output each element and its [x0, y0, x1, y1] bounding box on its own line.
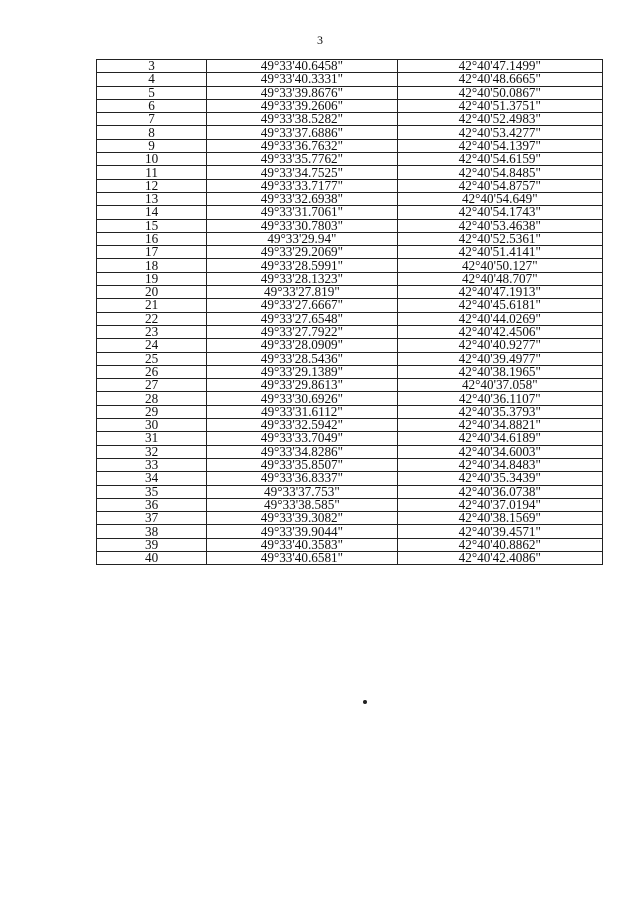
latitude-cell: 49°33'35.8507" [207, 458, 397, 471]
point-number-cell: 34 [97, 472, 207, 485]
longitude-cell: 42°40'35.3439" [397, 472, 602, 485]
latitude-cell: 49°33'33.7177" [207, 179, 397, 192]
longitude-cell: 42°40'34.8483" [397, 458, 602, 471]
longitude-cell: 42°40'51.3751" [397, 99, 602, 112]
point-number-cell: 23 [97, 325, 207, 338]
point-number-cell: 8 [97, 126, 207, 139]
latitude-cell: 49°33'40.6581" [207, 551, 397, 564]
latitude-cell: 49°33'33.7049" [207, 432, 397, 445]
latitude-cell: 49°33'35.7762" [207, 153, 397, 166]
latitude-cell: 49°33'36.8337" [207, 472, 397, 485]
point-number-cell: 20 [97, 286, 207, 299]
table-row [97, 166, 603, 179]
point-number-cell: 10 [97, 153, 207, 166]
latitude-cell: 49°33'37.6886" [207, 126, 397, 139]
table-row [97, 538, 603, 551]
longitude-cell: 42°40'42.4506" [397, 325, 602, 338]
table-row [97, 419, 603, 432]
point-number-cell: 37 [97, 512, 207, 525]
coordinates-table-body [97, 60, 603, 565]
longitude-cell: 42°40'44.0269" [397, 312, 602, 325]
latitude-cell: 49°33'28.5991" [207, 259, 397, 272]
latitude-cell: 49°33'30.6926" [207, 392, 397, 405]
longitude-cell: 42°40'39.4571" [397, 525, 602, 538]
point-number-cell: 32 [97, 445, 207, 458]
point-number-cell: 40 [97, 551, 207, 564]
longitude-cell: 42°40'42.4086" [397, 551, 602, 564]
page-number: 3 [317, 33, 323, 47]
point-number-cell: 27 [97, 379, 207, 392]
point-number-cell: 14 [97, 206, 207, 219]
latitude-cell: 49°33'34.8286" [207, 445, 397, 458]
point-number-cell: 9 [97, 139, 207, 152]
longitude-cell: 42°40'38.1965" [397, 365, 602, 378]
longitude-cell: 42°40'34.6003" [397, 445, 602, 458]
longitude-cell: 42°40'34.6189" [397, 432, 602, 445]
point-number-cell: 28 [97, 392, 207, 405]
longitude-cell: 42°40'34.8821" [397, 419, 602, 432]
latitude-cell: 49°33'34.7525" [207, 166, 397, 179]
table-row [97, 272, 603, 285]
point-number-cell: 31 [97, 432, 207, 445]
latitude-cell: 49°33'38.585" [207, 498, 397, 511]
table-row [97, 392, 603, 405]
latitude-cell: 49°33'40.3331" [207, 73, 397, 86]
table-row [97, 259, 603, 272]
table-row [97, 312, 603, 325]
point-number-cell: 21 [97, 299, 207, 312]
point-number-cell: 6 [97, 99, 207, 112]
point-number-cell: 39 [97, 538, 207, 551]
latitude-cell: 49°33'29.1389" [207, 365, 397, 378]
table-row [97, 86, 603, 99]
latitude-cell: 49°33'27.7922" [207, 325, 397, 338]
latitude-cell: 49°33'27.6667" [207, 299, 397, 312]
table-row [97, 219, 603, 232]
longitude-cell: 42°40'36.0738" [397, 485, 602, 498]
longitude-cell: 42°40'53.4638" [397, 219, 602, 232]
table-row [97, 206, 603, 219]
longitude-cell: 42°40'37.058" [397, 379, 602, 392]
latitude-cell: 49°33'40.6458" [207, 60, 397, 73]
table-row [97, 512, 603, 525]
longitude-cell: 42°40'37.0194" [397, 498, 602, 511]
longitude-cell: 42°40'54.6159" [397, 153, 602, 166]
latitude-cell: 49°33'38.5282" [207, 113, 397, 126]
table-row [97, 525, 603, 538]
coordinates-table [96, 59, 603, 565]
table-row [97, 179, 603, 192]
point-number-cell: 29 [97, 405, 207, 418]
table-row [97, 498, 603, 511]
table-row [97, 113, 603, 126]
table-row [97, 126, 603, 139]
point-number-cell: 12 [97, 179, 207, 192]
table-row [97, 73, 603, 86]
latitude-cell: 49°33'39.2606" [207, 99, 397, 112]
longitude-cell: 42°40'47.1913" [397, 286, 602, 299]
point-number-cell: 15 [97, 219, 207, 232]
latitude-cell: 49°33'28.0909" [207, 339, 397, 352]
latitude-cell: 49°33'31.7061" [207, 206, 397, 219]
longitude-cell: 42°40'40.9277" [397, 339, 602, 352]
longitude-cell: 42°40'48.707" [397, 272, 602, 285]
point-number-cell: 30 [97, 419, 207, 432]
latitude-cell: 49°33'37.753" [207, 485, 397, 498]
table-row [97, 365, 603, 378]
table-row [97, 325, 603, 338]
point-number-cell: 3 [97, 60, 207, 73]
point-number-cell: 35 [97, 485, 207, 498]
longitude-cell: 42°40'47.1499" [397, 60, 602, 73]
latitude-cell: 49°33'30.7803" [207, 219, 397, 232]
point-number-cell: 17 [97, 246, 207, 259]
latitude-cell: 49°33'31.6112" [207, 405, 397, 418]
table-row [97, 458, 603, 471]
table-row [97, 485, 603, 498]
table-row [97, 472, 603, 485]
latitude-cell: 49°33'29.8613" [207, 379, 397, 392]
table-row [97, 246, 603, 259]
point-number-cell: 19 [97, 272, 207, 285]
longitude-cell: 42°40'54.649" [397, 192, 602, 205]
table-row [97, 99, 603, 112]
table-row [97, 299, 603, 312]
point-number-cell: 7 [97, 113, 207, 126]
point-number-cell: 16 [97, 232, 207, 245]
longitude-cell: 42°40'54.1743" [397, 206, 602, 219]
stray-dot [363, 700, 367, 704]
longitude-cell: 42°40'36.1107" [397, 392, 602, 405]
table-row [97, 286, 603, 299]
table-row [97, 405, 603, 418]
table-row [97, 339, 603, 352]
point-number-cell: 5 [97, 86, 207, 99]
longitude-cell: 42°40'52.4983" [397, 113, 602, 126]
longitude-cell: 42°40'39.4977" [397, 352, 602, 365]
longitude-cell: 42°40'50.127" [397, 259, 602, 272]
longitude-cell: 42°40'45.6181" [397, 299, 602, 312]
longitude-cell: 42°40'38.1569" [397, 512, 602, 525]
table-row [97, 352, 603, 365]
table-row [97, 379, 603, 392]
longitude-cell: 42°40'40.8862" [397, 538, 602, 551]
point-number-cell: 26 [97, 365, 207, 378]
longitude-cell: 42°40'52.5361" [397, 232, 602, 245]
longitude-cell: 42°40'54.8485" [397, 166, 602, 179]
latitude-cell: 49°33'39.9044" [207, 525, 397, 538]
point-number-cell: 4 [97, 73, 207, 86]
longitude-cell: 42°40'54.8757" [397, 179, 602, 192]
point-number-cell: 25 [97, 352, 207, 365]
longitude-cell: 42°40'51.4141" [397, 246, 602, 259]
point-number-cell: 33 [97, 458, 207, 471]
latitude-cell: 49°33'29.2069" [207, 246, 397, 259]
point-number-cell: 36 [97, 498, 207, 511]
latitude-cell: 49°33'28.1323" [207, 272, 397, 285]
point-number-cell: 13 [97, 192, 207, 205]
latitude-cell: 49°33'40.3583" [207, 538, 397, 551]
table-row [97, 232, 603, 245]
latitude-cell: 49°33'36.7632" [207, 139, 397, 152]
latitude-cell: 49°33'27.819" [207, 286, 397, 299]
table-row [97, 432, 603, 445]
latitude-cell: 49°33'28.5436" [207, 352, 397, 365]
table-row [97, 60, 603, 73]
longitude-cell: 42°40'54.1397" [397, 139, 602, 152]
longitude-cell: 42°40'35.3793" [397, 405, 602, 418]
table-row [97, 445, 603, 458]
point-number-cell: 11 [97, 166, 207, 179]
point-number-cell: 18 [97, 259, 207, 272]
latitude-cell: 49°33'32.6938" [207, 192, 397, 205]
latitude-cell: 49°33'39.3082" [207, 512, 397, 525]
point-number-cell: 24 [97, 339, 207, 352]
latitude-cell: 49°33'39.8676" [207, 86, 397, 99]
point-number-cell: 22 [97, 312, 207, 325]
table-row [97, 153, 603, 166]
table-row [97, 139, 603, 152]
longitude-cell: 42°40'50.0867" [397, 86, 602, 99]
longitude-cell: 42°40'53.4277" [397, 126, 602, 139]
point-number-cell: 38 [97, 525, 207, 538]
table-row [97, 192, 603, 205]
latitude-cell: 49°33'29.94" [207, 232, 397, 245]
table-row [97, 551, 603, 564]
latitude-cell: 49°33'27.6548" [207, 312, 397, 325]
latitude-cell: 49°33'32.5942" [207, 419, 397, 432]
longitude-cell: 42°40'48.6665" [397, 73, 602, 86]
